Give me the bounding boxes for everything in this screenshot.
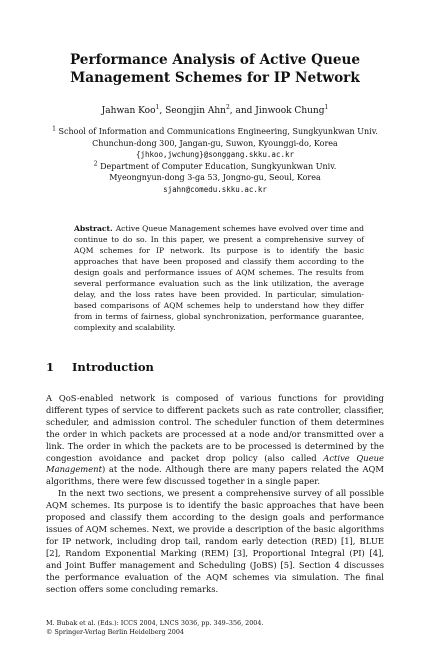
author-name: Jinwook Chung: [255, 106, 325, 116]
abstract: [74, 223, 364, 333]
affiliation-line: [30, 126, 400, 138]
emphasis-text: Active Queue Management: [46, 452, 384, 475]
affiliation-email: sjahn@comedu.skku.ac.kr: [163, 184, 267, 194]
author-affiliation-mark: 2: [225, 104, 230, 111]
paragraph: In the next two sections, we present a comprehensive survey of all possible AQM schemes. Its purpose is to identify the basic approaches that have been proposed and classify them according to the design goals and performance issues of AQM schemes. Next, we provide a description of the basic algorithms for IP network, including drop tail, random early detection (RED) [1], BLUE [2], Random Exponential Marking (REM) [3], Proportional Integral (PI) [4], and Joint Buffer management and Scheduling (JoBS) [5]. Section 4 discusses the performance evaluation of the AQM schemes via simulation. The final section offers some concluding remarks.: [46, 488, 384, 594]
affiliation-mark: 1: [52, 125, 56, 133]
affiliation-email: {jhkoo,jwchung}@songgang.skku.ac.kr: [135, 150, 295, 159]
body-text: [46, 393, 384, 595]
affiliation-mark: 2: [93, 159, 98, 167]
section-heading: [46, 360, 154, 374]
affiliations: [30, 126, 400, 195]
section-number: 1: [46, 360, 55, 374]
paper-title: [40, 51, 390, 87]
affiliation-institution: Department of Computer Education, Sungkyunkwan Univ.: [100, 161, 337, 171]
author-affiliation-mark: 1: [155, 104, 160, 111]
title-line-1: Performance Analysis of Active Queue: [69, 52, 361, 68]
section-title: Introduction: [72, 360, 154, 374]
author-name: Jahwan Koo: [101, 106, 156, 116]
abstract-text: Active Queue Management schemes have evolved over time and continue to do so. In this paper, we present a comprehensive survey of AQM schemes for IP network. Its purpose is to identify the basic approaches that have been proposed and classify them according to the design goals and performance issues of AQM schemes. The results from several performance evaluation such as the link utilization, the average delay, and the loss rates have been provided. In particular, simulation-based comparisons of AQM schemes help to understand how they differ from in terms of fairness, global synchronization, performance guarantee, complexity and scalability.: [74, 224, 364, 332]
paragraph-text: A QoS-enabled network is composed of various functions for providing different types of service to different packets such as rate controller, classifier, scheduler, and admission control. The scheduler function of them determines the order in which packets are processed at a node and/or transmitted over a link. The order in which the packets are to be processed is determined by the congestion avoidance and packet drop policy (also called: [46, 393, 384, 463]
paragraph: [46, 393, 384, 488]
title-line-2: Management Schemes for IP Network: [70, 70, 360, 86]
affiliation-address: Chunchun-dong 300, Jangan-gu, Suwon, Kyounggi-do, Korea: [92, 138, 338, 148]
affiliation-line: [30, 161, 400, 173]
author-separator: , and: [229, 106, 256, 116]
affiliation-address: Myeongnyun-dong 3-ga 53, Jongno-gu, Seoul, Korea: [109, 173, 321, 182]
author-name: Seongjin Ahn: [165, 106, 226, 116]
footer-citation: M. Bubak et al. (Eds.): ICCS 2004, LNCS 3036, pp. 349–356, 2004.: [46, 619, 264, 627]
author-separator: ,: [159, 106, 166, 116]
author-affiliation-mark: 1: [324, 104, 329, 111]
paragraph-text: ) at the node. Although there are many papers related the AQM algorithms, there were few discussed together in a single paper.: [46, 464, 384, 487]
footer: [46, 619, 263, 636]
footer-copyright: © Springer-Verlag Berlin Heidelberg 2004: [46, 627, 184, 636]
affiliation-institution: School of Information and Communications Engineering, Sungkyunkwan Univ.: [58, 127, 378, 136]
author-list: [40, 105, 390, 117]
abstract-label: Abstract.: [74, 224, 113, 233]
